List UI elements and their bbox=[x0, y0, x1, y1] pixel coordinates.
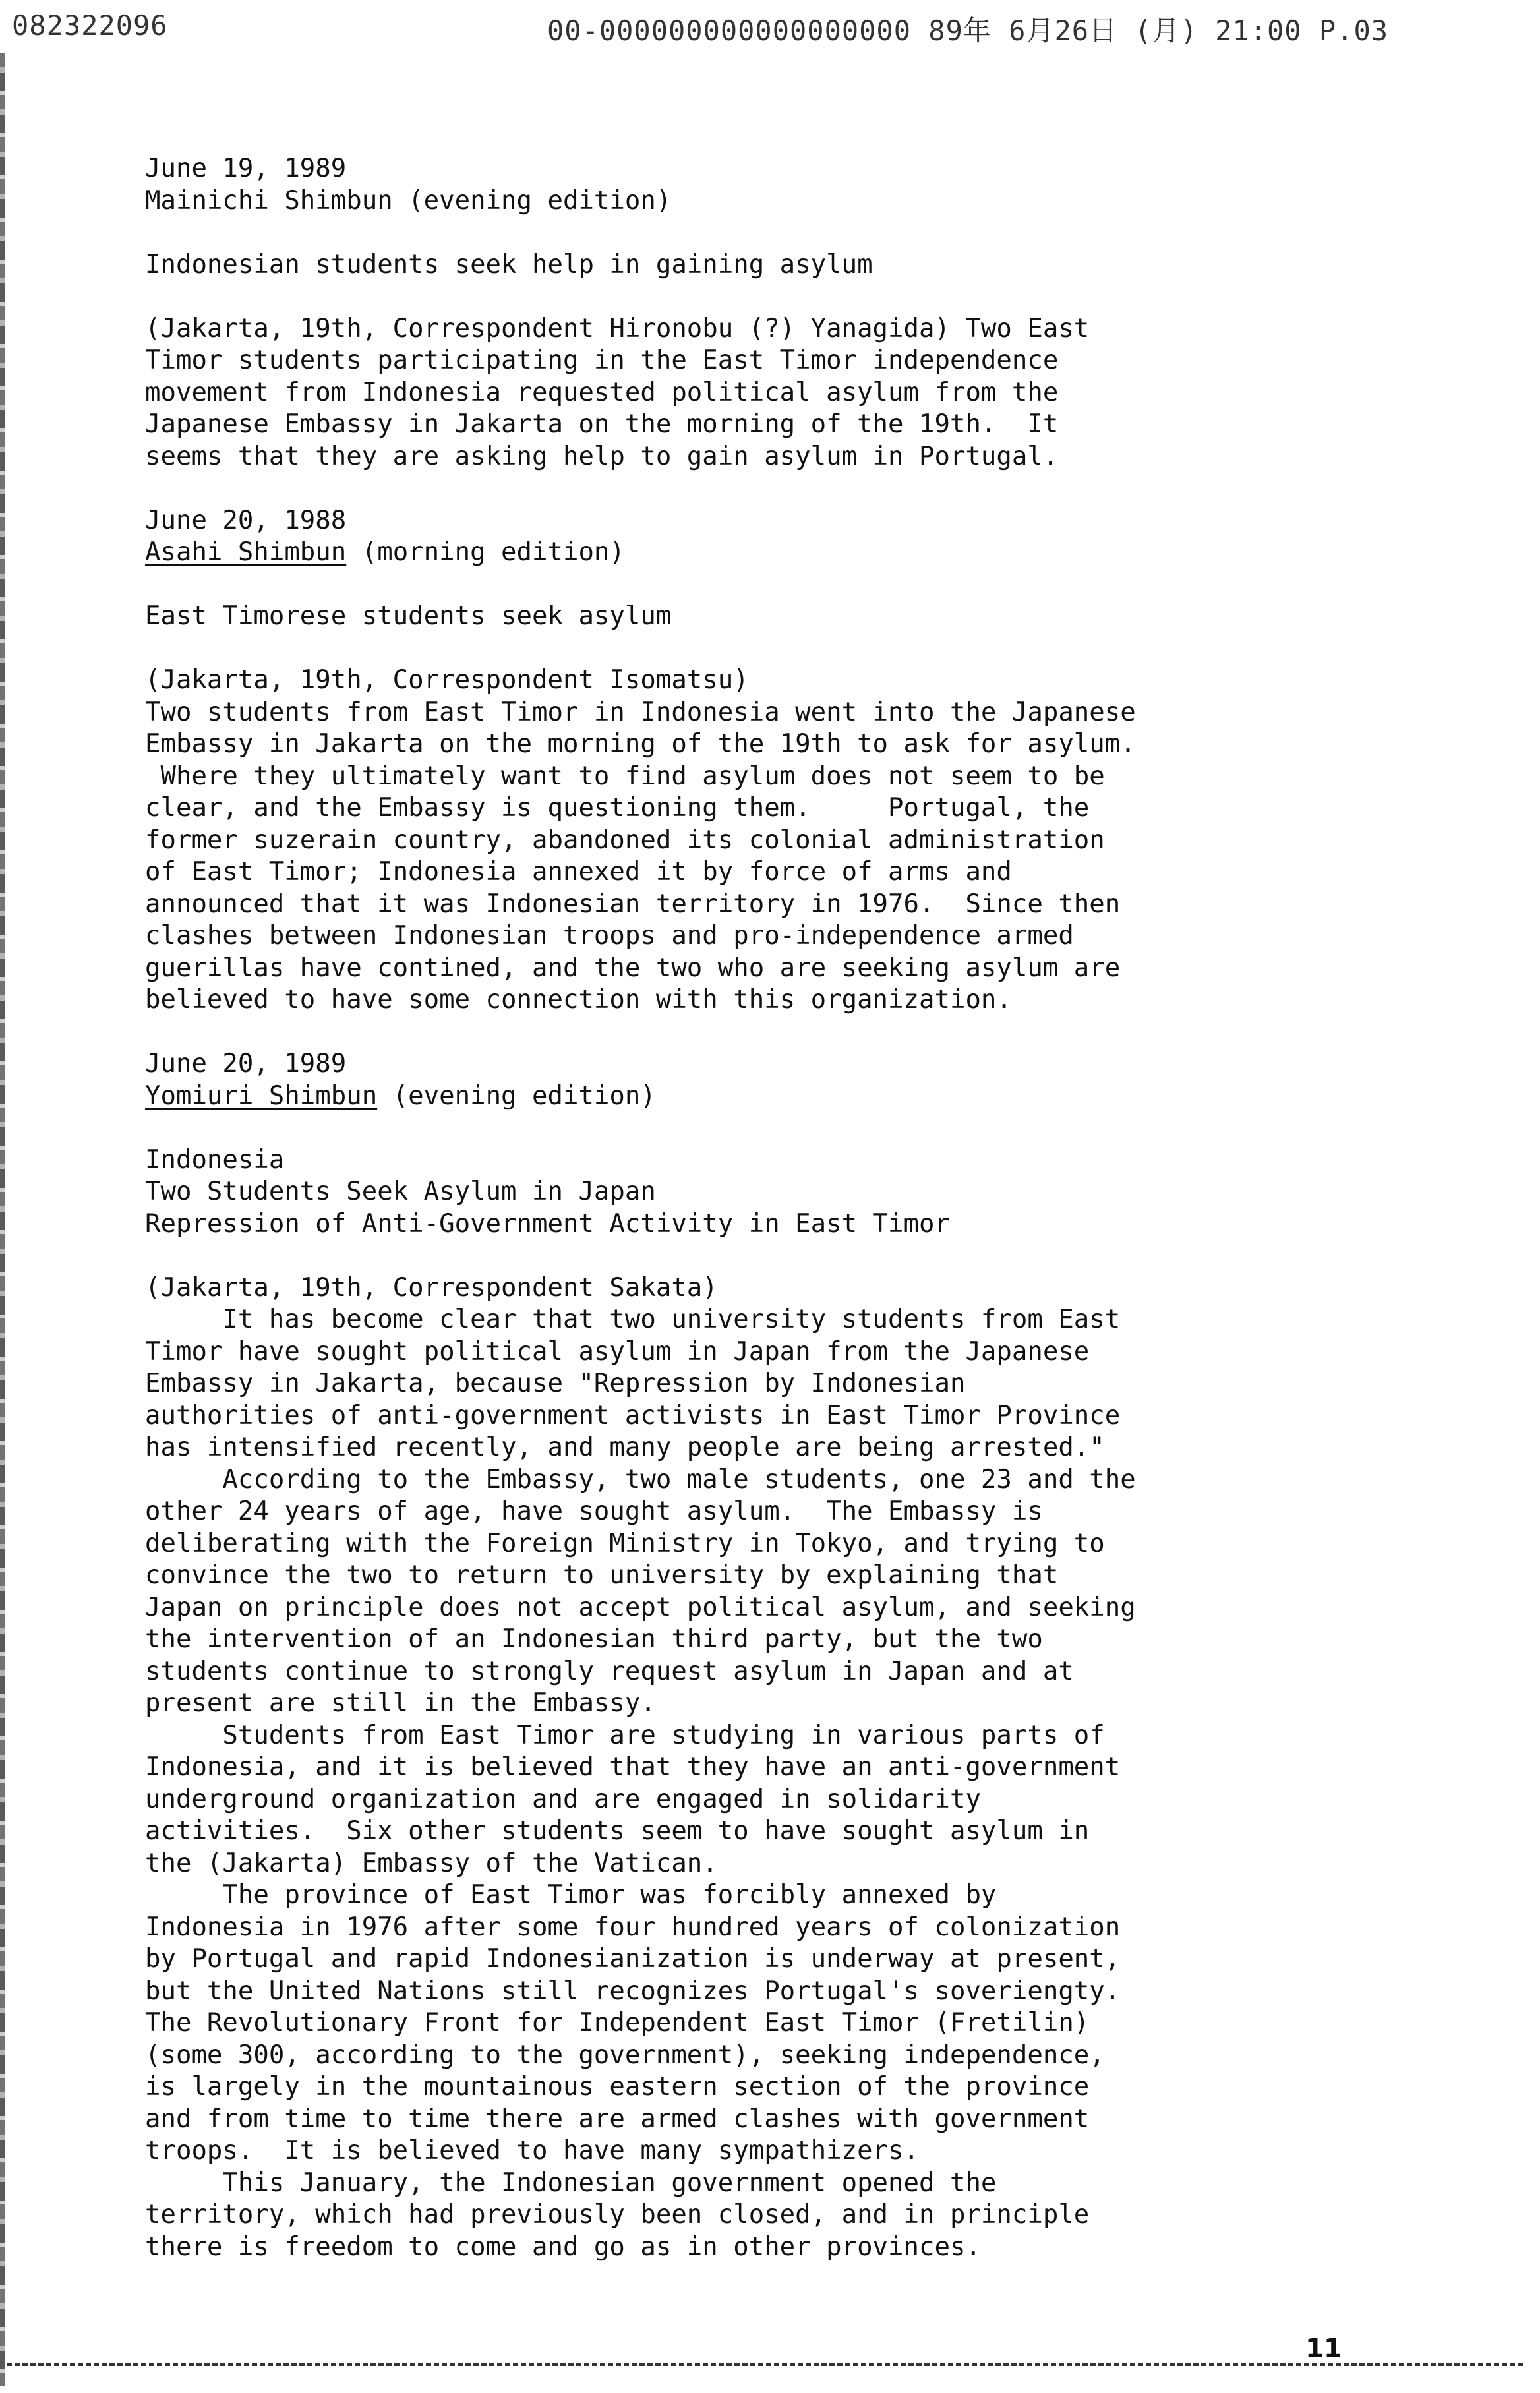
body-line: guerillas have contined, and the two who are seeking asylum are bbox=[145, 953, 1121, 983]
paper-name: Yomiuri Shimbun bbox=[145, 1080, 378, 1111]
body-line: deliberating with the Foreign Ministry in Tokyo, and trying to bbox=[145, 1528, 1105, 1558]
fax-transmission-line: 00-000000000000000000 89年 6月26日 (月) 21:00 P.03 bbox=[547, 15, 1389, 47]
article-date: June 20, 1988 bbox=[145, 505, 347, 535]
spacer bbox=[145, 633, 1398, 665]
body-line: the intervention of an Indonesian third party, but the two bbox=[145, 1624, 1043, 1654]
body-line: students continue to strongly request asylum in Japan and at bbox=[145, 1656, 1074, 1686]
article-asahi bbox=[145, 505, 1398, 1017]
spacer bbox=[145, 473, 1398, 505]
body-line: It has become clear that two university students from East bbox=[145, 1305, 1121, 1334]
body-line: Embassy in Jakarta on the morning of the 19th to ask for asylum. bbox=[145, 729, 1136, 759]
article-source bbox=[145, 537, 1398, 569]
body-line: Two students from East Timor in Indonesia went into the Japanese bbox=[145, 697, 1136, 727]
body-line: movement from Indonesia requested political asylum from the bbox=[145, 377, 1059, 407]
body-line: This January, the Indonesian government opened the bbox=[145, 2168, 997, 2198]
body-line: there is freedom to come and go as in other provinces. bbox=[145, 2231, 981, 2262]
body-line: announced that it was Indonesian territory in 1976. Since then bbox=[145, 889, 1121, 919]
body-line: territory, which had previously been closed, and in principle bbox=[145, 2200, 1090, 2230]
spacer bbox=[145, 217, 1398, 249]
body-line: Japan on principle does not accept political asylum, and seeking bbox=[145, 1592, 1136, 1622]
body-line: but the United Nations still recognizes Portugal's soveriengty. bbox=[145, 1976, 1121, 2006]
document-body bbox=[145, 153, 1398, 2263]
body-line: Indonesia in 1976 after some four hundred years of colonization bbox=[145, 1912, 1121, 1942]
paper-edition: (evening edition) bbox=[408, 185, 672, 216]
fax-id: 082322096 bbox=[12, 9, 168, 42]
body-line: According to the Embassy, two male students, one 23 and the bbox=[145, 1464, 1136, 1494]
spacer bbox=[145, 569, 1398, 601]
article-dateline: (Jakarta, 19th, Correspondent Isomatsu) bbox=[145, 665, 749, 695]
page-mark: 11 bbox=[1305, 2334, 1342, 2364]
paper-name: Asahi Shimbun bbox=[145, 537, 347, 567]
body-line: Timor have sought political asylum in Japan from the Japanese bbox=[145, 1336, 1090, 1367]
article-dateline: (Jakarta, 19th, Correspondent Hironobu (?) Yanagida) Two East bbox=[145, 313, 1090, 343]
body-line: and from time to time there are armed clashes with government bbox=[145, 2104, 1090, 2134]
body-line: (some 300, according to the government), seeking independence, bbox=[145, 2040, 1105, 2070]
article-headline: Indonesia bbox=[145, 1144, 285, 1175]
paper-edition: (evening edition) bbox=[392, 1080, 656, 1111]
spacer bbox=[145, 281, 1398, 313]
body-line: activities. Six other students seem to have sought asylum in bbox=[145, 1816, 1090, 1846]
article-date: June 19, 1989 bbox=[145, 154, 347, 183]
body-line: Timor students participating in the East Timor independence bbox=[145, 345, 1059, 375]
body-line: The province of East Timor was forcibly annexed by bbox=[145, 1880, 997, 1910]
body-line: other 24 years of age, have sought asylum. The Embassy is bbox=[145, 1496, 1043, 1526]
paper-edition: (morning edition) bbox=[361, 537, 625, 567]
body-line: is largely in the mountainous eastern section of the province bbox=[145, 2072, 1090, 2102]
article-mainichi bbox=[145, 153, 1398, 473]
body-line: the (Jakarta) Embassy of the Vatican. bbox=[145, 1848, 718, 1878]
body-line: Embassy in Jakarta, because "Repression by Indonesian bbox=[145, 1369, 966, 1398]
spacer bbox=[145, 1112, 1398, 1144]
body-line: present are still in the Embassy. bbox=[145, 1688, 656, 1718]
article-dateline: (Jakarta, 19th, Correspondent Sakata) bbox=[145, 1272, 718, 1303]
article-date: June 20, 1989 bbox=[145, 1049, 347, 1078]
body-line: Japanese Embassy in Jakarta on the morning of the 19th. It bbox=[145, 409, 1059, 439]
body-line: clashes between Indonesian troops and pro-independence armed bbox=[145, 921, 1074, 951]
article-source bbox=[145, 185, 1398, 218]
body-line: underground organization and are engaged in solidarity bbox=[145, 1784, 981, 1814]
bottom-divider bbox=[7, 2363, 1523, 2366]
body-line: of East Timor; Indonesia annexed it by force of arms and bbox=[145, 857, 1012, 887]
paper-name: Mainichi Shimbun bbox=[145, 185, 393, 216]
body-line: Where they ultimately want to find asylum does not seem to be bbox=[145, 761, 1105, 791]
body-line: authorities of anti-government activists in East Timor Province bbox=[145, 1400, 1121, 1431]
spacer bbox=[145, 1240, 1398, 1272]
article-source bbox=[145, 1080, 1398, 1113]
article-headline: Repression of Anti-Government Activity in East Timor bbox=[145, 1208, 950, 1239]
scan-edge-artifact bbox=[0, 53, 5, 2386]
article-headline: Indonesian students seek help in gaining asylum bbox=[145, 249, 873, 280]
body-line: believed to have some connection with this organization. bbox=[145, 985, 1012, 1015]
spacer bbox=[145, 1017, 1398, 1049]
body-line: by Portugal and rapid Indonesianization is underway at present, bbox=[145, 1944, 1121, 1974]
article-yomiuri bbox=[145, 1048, 1398, 2263]
body-line: former suzerain country, abandoned its colonial administration bbox=[145, 825, 1105, 855]
body-line: Students from East Timor are studying in various parts of bbox=[145, 1720, 1105, 1750]
body-line: seems that they are asking help to gain asylum in Portugal. bbox=[145, 441, 1059, 471]
body-line: clear, and the Embassy is questioning them. Portugal, the bbox=[145, 793, 1090, 823]
body-line: has intensified recently, and many people are being arrested." bbox=[145, 1433, 1105, 1462]
body-line: convince the two to return to university by explaining that bbox=[145, 1560, 1059, 1590]
article-headline: East Timorese students seek asylum bbox=[145, 601, 672, 631]
body-line: Indonesia, and it is believed that they have an anti-government bbox=[145, 1752, 1121, 1782]
body-line: troops. It is believed to have many sympathizers. bbox=[145, 2136, 919, 2166]
body-line: The Revolutionary Front for Independent East Timor (Fretilin) bbox=[145, 2008, 1090, 2038]
fax-header bbox=[0, 9, 1540, 49]
article-headline: Two Students Seek Asylum in Japan bbox=[145, 1177, 656, 1206]
